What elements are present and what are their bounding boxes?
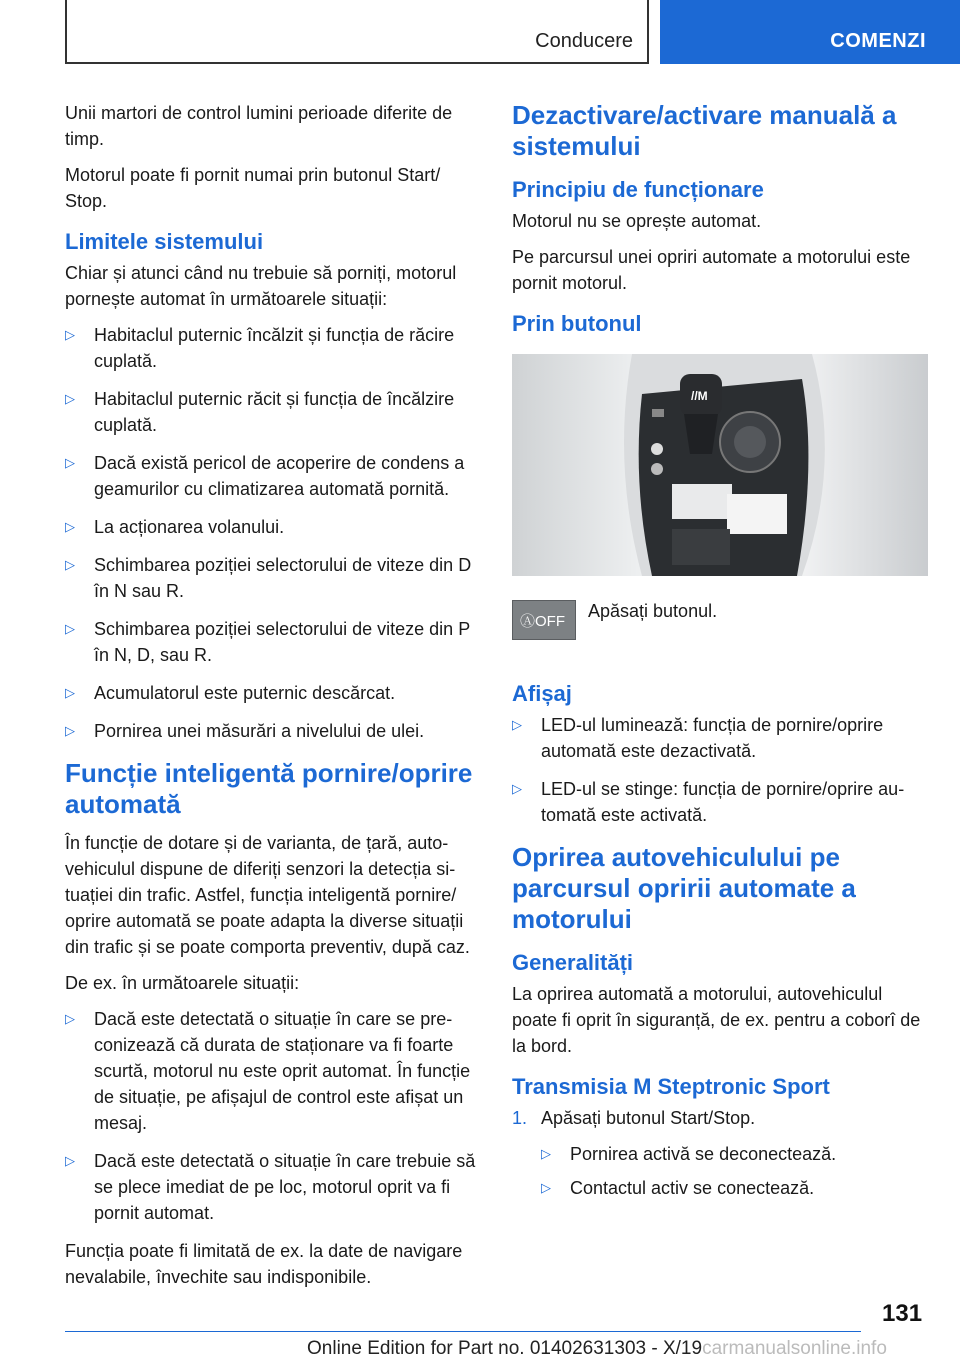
triangle-bullet-icon: ▷ [65, 327, 75, 342]
svg-text:ⒶOFF: ⒶOFF [520, 613, 565, 630]
principle-heading: Principiu de funcționare [512, 177, 764, 202]
header-chapter-tab [660, 0, 960, 64]
list-item: ▷ Habitaclul puternic răcit și funcția de încălzire cuplată. [65, 386, 481, 438]
manual-heading: Dezactivare/activare manuală a sistemului [512, 100, 897, 161]
stop-vehicle-heading: Oprirea autovehiculului pe parcursul opririi automate a motorului [512, 842, 856, 934]
list-item: ▷ Contactul activ se conectează. [541, 1175, 928, 1201]
header-section-title: Conducere [535, 30, 633, 52]
button-instruction [512, 598, 928, 656]
transmission-heading: Transmisia M Steptronic Sport [512, 1074, 830, 1099]
smart-list [65, 1006, 481, 1226]
triangle-bullet-icon: ▷ [65, 519, 75, 534]
smart-heading: Funcție inteligentă pornire/oprire automată [65, 758, 473, 819]
list-item: ▷ Dacă este detectată o situație în care se preconizează că durata de staționare va fi foarte scurtă, motorul nu este oprit automat. În funcție de situație, pe afișajul de control este afișat un mesaj. [65, 1006, 481, 1136]
step-number: 1. [512, 1108, 528, 1128]
footer-divider [65, 1331, 861, 1332]
header-section-box [65, 0, 649, 64]
page-number: 131 [882, 1300, 923, 1327]
general-paragraph: La oprirea automată a motorului, autovehiculul poate fi oprit în siguranță, de ex. pentru a coborî de la bord. [512, 984, 921, 1056]
smart-paragraph-2: De ex. în următoarele situații: [65, 973, 300, 993]
list-item: ▷ Acumulatorul este puternic descărcat. [65, 680, 481, 706]
principle-paragraph-2: Pe parcursul unei opriri automate a motorului este pornit motorul. [512, 247, 911, 293]
footer-edition: Online Edition for Part no. 01402631303 - X/19 [307, 1338, 703, 1359]
triangle-bullet-icon: ▷ [65, 723, 75, 738]
triangle-bullet-icon: ▷ [541, 1146, 551, 1161]
steps-list [512, 1105, 928, 1201]
triangle-bullet-icon: ▷ [65, 1011, 75, 1026]
list-item: ▷ Schimbarea poziției selectorului de viteze din D în N sau R. [65, 552, 481, 604]
step-item: 1. Apăsați butonul Start/Stop. ▷ Pornirea activă se deconectează. ▷ Contactul activ se conectează. [512, 1105, 928, 1201]
button-heading: Prin butonul [512, 311, 642, 336]
triangle-bullet-icon: ▷ [65, 391, 75, 406]
triangle-bullet-icon: ▷ [512, 781, 522, 796]
list-item: ▷ Pornirea unei măsurări a nivelului de ulei. [65, 718, 481, 744]
left-column [65, 100, 481, 1300]
list-item: ▷ Dacă este detectată o situație în care trebuie să se plece imediat de pe loc, motorul oprit va fi pornit automat. [65, 1148, 481, 1226]
press-button-text: Apăsați butonul. [588, 601, 718, 621]
limits-list [65, 322, 481, 744]
principle-paragraph-1: Motorul nu se oprește automat. [512, 211, 762, 231]
intro-paragraph-1: Unii martori de control lumini perioade diferite de timp. [65, 103, 453, 149]
triangle-bullet-icon: ▷ [65, 685, 75, 700]
list-item: ▷ La acționarea volanului. [65, 514, 481, 540]
display-heading: Afișaj [512, 681, 572, 706]
limits-intro: Chiar și atunci când nu trebuie să porniți, motorul pornește automat în următoarele situații: [65, 263, 457, 309]
step-sub-list [541, 1141, 928, 1201]
triangle-bullet-icon: ▷ [65, 621, 75, 636]
list-item: ▷ Pornirea activă se deconectează. [541, 1141, 928, 1167]
smart-paragraph-3: Funcția poate fi limitată de ex. la date de navigare nevalabile, învechite sau indisponibile. [65, 1241, 463, 1287]
smart-paragraph-1: În funcție de dotare și de varianta, de țară, autovehiculul dispune de diferiți senzori la detecția situației din trafic. Astfel, funcția inteligentă pornire/ oprire automată se poate adapta la diverse situații din trafic și se poate comporta preventiv, după caz. [65, 833, 470, 957]
triangle-bullet-icon: ▷ [65, 1153, 75, 1168]
auto-start-stop-off-icon [512, 600, 576, 640]
list-item: ▷ Schimbarea poziției selectorului de viteze din P în N, D, sau R. [65, 616, 481, 668]
intro-paragraph-2: Motorul poate fi pornit numai prin butonul Start/ Stop. [65, 165, 441, 211]
svg-text://M: //M [691, 389, 708, 403]
triangle-bullet-icon: ▷ [541, 1180, 551, 1195]
triangle-bullet-icon: ▷ [512, 717, 522, 732]
footer [307, 1338, 887, 1360]
list-item: ▷ LED-ul se stinge: funcția de pornire/oprire automată este activată. [512, 776, 928, 828]
triangle-bullet-icon: ▷ [65, 455, 75, 470]
footer-watermark: carmanualsonline.info [702, 1338, 887, 1359]
right-column [512, 100, 928, 1209]
list-item: ▷ LED-ul luminează: funcția de pornire/oprire automată este dezactivată. [512, 712, 928, 764]
display-list [512, 712, 928, 828]
center-console-photo [512, 354, 928, 576]
limits-heading: Limitele sistemului [65, 229, 264, 254]
triangle-bullet-icon: ▷ [65, 557, 75, 572]
general-heading: Generalități [512, 950, 634, 975]
list-item: ▷ Dacă există pericol de acoperire de condens a geamurilor cu climatizarea automată pornită. [65, 450, 481, 502]
header-chapter-title: COMENZI [830, 30, 926, 52]
list-item: ▷ Habitaclul puternic încălzit și funcția de răcire cuplată. [65, 322, 481, 374]
